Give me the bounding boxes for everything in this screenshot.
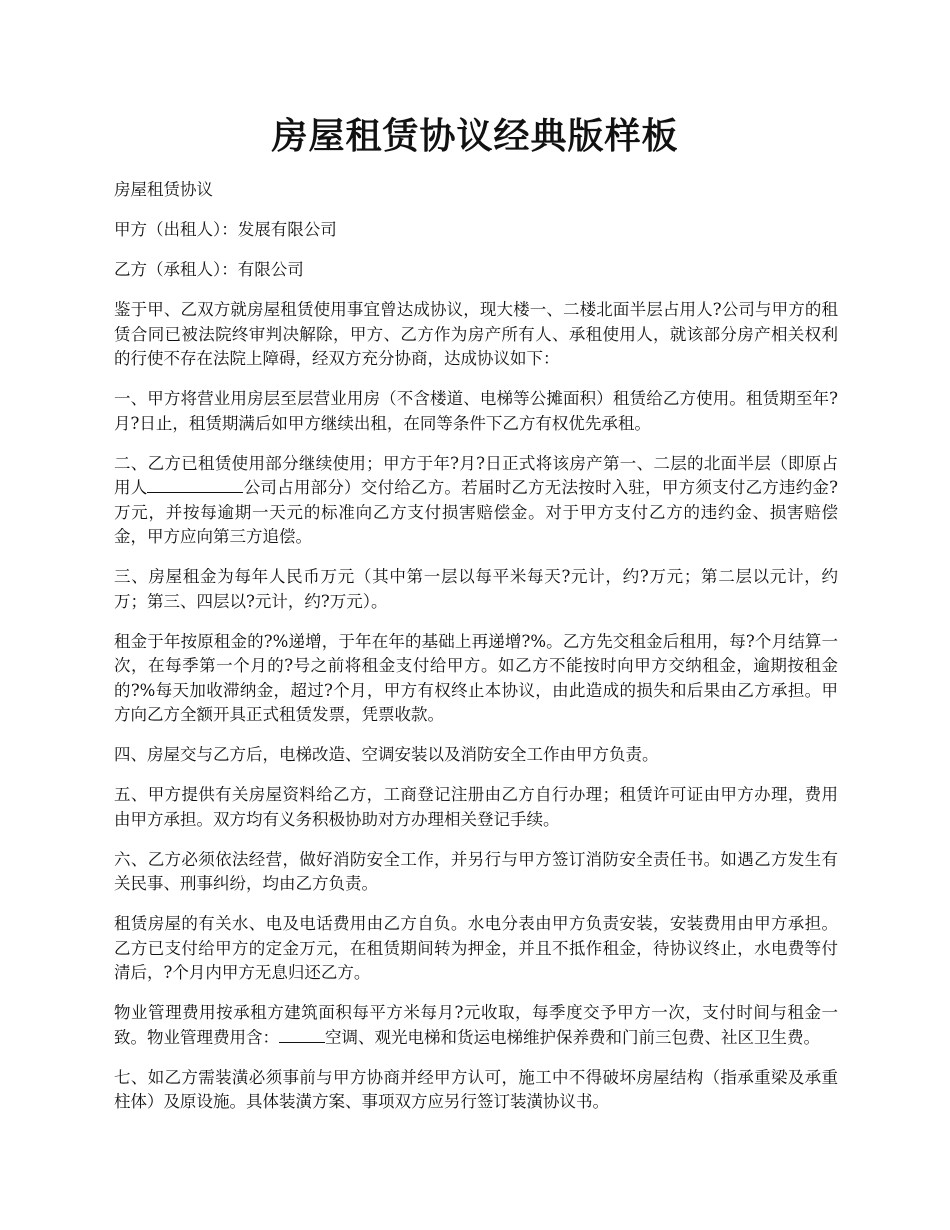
property-fee-blank <box>279 1026 325 1043</box>
property-fee-text-after-blank: 空调、观光电梯和货运电梯维护保养费和门前三包费、社区卫生费。 <box>325 1027 820 1047</box>
party-b-line: 乙方（承租人）：有限公司 <box>114 260 304 279</box>
agreement-subtitle: 房屋租赁协议 <box>114 180 213 199</box>
property-fee-paragraph <box>114 1001 838 1050</box>
clause-2-text-before-blank: 二、乙方已租赁使用部分继续使用；甲方于年?月?日正式将该房产第一、二层的北面半层（即原占用人 <box>114 453 838 497</box>
document-title: 房屋租赁协议经典版样板 <box>271 115 679 157</box>
party-a-line: 甲方（出租人）：发展有限公司 <box>114 220 337 239</box>
clause-7: 七、如乙方需装潢必须事前与甲方协商并经甲方认可，施工中不得破坏房屋结构（指承重梁及承重柱体）及原设施。具体装潢方案、事项双方应另行签订装潢协议书。 <box>114 1067 838 1111</box>
rent-terms-paragraph: 租金于年按原租金的?%递增，于年在年的基础上再递增?%。乙方先交租金后租用，每?个月结算一次，在每季第一个月的?号之前将租金支付给甲方。如乙方不能按时向甲方交纳租金，逾期按租金的?%每天加收滞纳金，超过?个月，甲方有权终止本协议，由此造成的损失和后果由乙方承担。甲方向乙方全额开具正式租赁发票，凭票收款。 <box>114 631 838 724</box>
clause-3: 三、房屋租金为每年人民币万元（其中第一层以每平米每天?元计，约?万元；第二层以元计，约万；第三、四层以?元计，约?万元）。 <box>114 567 838 611</box>
clause-2-text-after-blank: 公司占用部分）交付给乙方。若届时乙方无法按时入驻，甲方须支付乙方违约金?万元，并按每逾期一天元的标准向乙方支付损害赔偿金。对于甲方支付乙方的违约金、损害赔偿金，甲方应向第三方追偿。 <box>114 478 839 546</box>
clause-1: 一、甲方将营业用房层至层营业用房（不含楼道、电梯等公摊面积）租赁给乙方使用。租赁期至年?月?日止，租赁期满后如甲方继续出租，在同等条件下乙方有权优先承租。 <box>114 389 838 433</box>
clause-5: 五、甲方提供有关房屋资料给乙方，工商登记注册由乙方自行办理；租赁许可证由甲方办理，费用由甲方承担。双方均有义务积极协助对方办理相关登记手续。 <box>114 785 838 829</box>
preamble-paragraph: 鉴于甲、乙双方就房屋租赁使用事宜曾达成协议，现大楼一、二楼北面半层占用人?公司与甲方的租赁合同已被法院终审判决解除，甲方、乙方作为房产所有人、承租使用人，就该部分房产相关权利的行使不存在法院上障碍，经双方充分协商，达成协议如下： <box>114 300 838 368</box>
clause-6: 六、乙方必须依法经营，做好消防安全工作，并另行与甲方签订消防安全责任书。如遇乙方发生有关民事、刑事纠纷，均由乙方负责。 <box>114 849 838 893</box>
occupant-name-blank <box>147 476 243 493</box>
utilities-paragraph: 租赁房屋的有关水、电及电话费用由乙方自负。水电分表由甲方负责安装，安装费用由甲方承担。乙方已支付给甲方的定金万元，在租赁期间转为押金，并且不抵作租金，待协议终止，水电费等付清后，?个月内甲方无息归还乙方。 <box>114 914 838 982</box>
clause-2 <box>114 452 838 550</box>
clause-4: 四、房屋交与乙方后，电梯改造、空调安装以及消防安全工作由甲方负责。 <box>114 745 659 764</box>
document-body <box>114 178 838 1130</box>
property-fee-text-before-blank: 物业管理费用按承租方建筑面积每平方米每月?元收取，每季度交予甲方一次，支付时间与租金一致。物业管理费用含： <box>114 1003 838 1047</box>
